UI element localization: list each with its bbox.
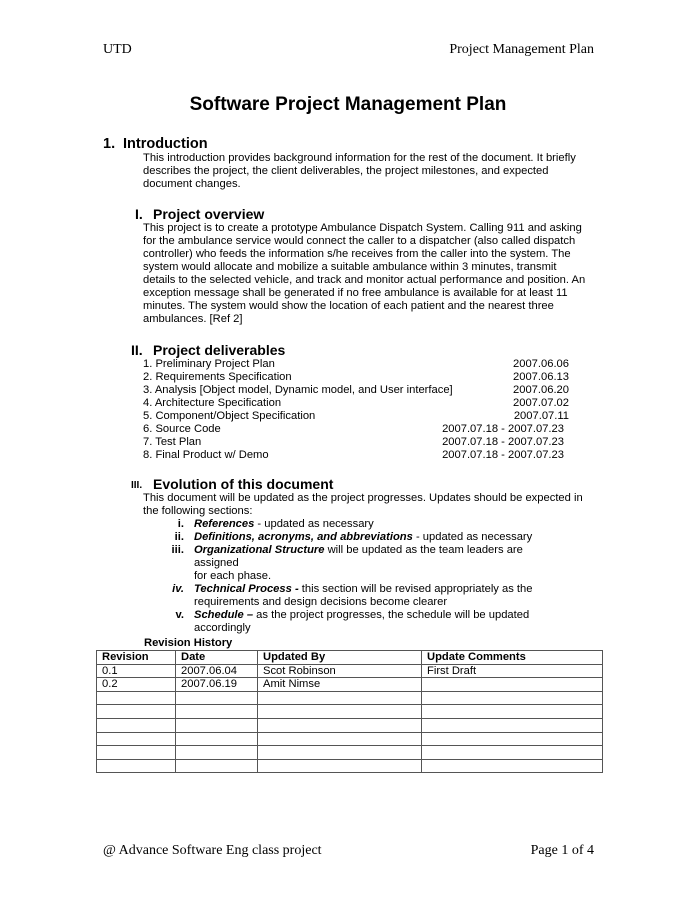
evolution-intro <box>143 492 583 518</box>
evolution-item-text: this section will be revised appropriately as the <box>298 583 533 595</box>
evolution-item-number: ii. <box>174 531 184 543</box>
table-cell <box>258 691 422 705</box>
deliverable-item <box>143 384 569 397</box>
evolution-item <box>150 609 570 635</box>
evolution-numeral: III. <box>131 480 143 491</box>
deliverables-numeral: II. <box>131 342 143 358</box>
deliverable-item <box>143 410 569 423</box>
deliverable-item <box>143 436 564 449</box>
overview-line: details to the selected vehicle, and track and monitor actual performance and position. An <box>143 274 586 286</box>
deliverable-name: 1. Preliminary Project Plan <box>143 358 275 370</box>
deliverables-heading: Project deliverables <box>153 342 286 358</box>
overview-line: This project is to create a prototype Ambulance Dispatch System. Calling 911 and asking <box>143 222 582 234</box>
evolution-heading: Evolution of this document <box>153 476 334 492</box>
table-cell <box>176 759 258 773</box>
evolution-item-number: v. <box>175 609 184 621</box>
table-cell <box>258 759 422 773</box>
table-cell <box>422 746 603 760</box>
evolution-item-number: i. <box>177 518 184 530</box>
table-cell <box>97 705 176 719</box>
table-cell <box>258 732 422 746</box>
deliverable-date: 2007.07.18 - 2007.07.23 <box>442 436 564 448</box>
evolution-item-title: Definitions, acronyms, and abbreviations <box>194 531 413 543</box>
intro-line: This introduction provides background information for the rest of the document. It briefly <box>143 152 576 164</box>
overview-paragraph <box>143 222 585 326</box>
table-header-row <box>97 651 603 665</box>
overview-heading: Project overview <box>153 206 265 222</box>
table-cell <box>422 759 603 773</box>
deliverables-list <box>143 358 569 462</box>
table-header-revision: Revision <box>97 651 176 665</box>
overview-line: exception message shall be generated if no free ambulance is available for at least 11 <box>143 287 568 299</box>
table-row <box>97 759 603 773</box>
table-cell: Amit Nimse <box>258 678 422 692</box>
intro-paragraph <box>143 152 576 191</box>
deliverable-item <box>143 371 569 384</box>
overview-line: for the ambulance service would connect the caller to a dispatcher (also called dispatch <box>143 235 576 247</box>
overview-line: controller) who feeds the information s/he receives from the caller into the system. The <box>143 248 571 260</box>
evolution-item-text: will be updated as the team leaders are assigned <box>193 544 523 569</box>
deliverable-name: 4. Architecture Specification <box>143 397 282 409</box>
table-header-date: Date <box>176 651 258 665</box>
evolution-item <box>150 531 570 544</box>
table-row <box>97 746 603 760</box>
evolution-intro-line: the following sections: <box>143 505 253 517</box>
table-cell <box>176 732 258 746</box>
deliverable-item <box>143 397 569 410</box>
deliverable-name: 2. Requirements Specification <box>143 371 292 383</box>
table-cell <box>97 759 176 773</box>
overview-line: system would allocate and mobilize a suitable ambulance within 3 minutes, transmit <box>143 261 557 273</box>
intro-number: 1. <box>103 136 116 152</box>
revision-history-table <box>96 650 603 773</box>
evolution-item-title: Schedule – <box>194 609 254 621</box>
deliverable-name: 3. Analysis [Object model, Dynamic model, and User interface] <box>143 384 453 396</box>
deliverable-date: 2007.07.11 <box>513 410 569 422</box>
overview-line: minutes. The system would show the location of each patient and the nearest three <box>143 300 554 312</box>
evolution-item-text: - updated as necessary <box>412 531 533 543</box>
evolution-intro-line: This document will be updated as the project progresses. Updates should be expected in <box>143 492 583 504</box>
table-row <box>97 705 603 719</box>
table-header-comments: Update Comments <box>422 651 603 665</box>
footer-left: @ Advance Software Eng class project <box>103 843 322 858</box>
page-number: Page 1 of 4 <box>530 843 594 858</box>
table-cell: 2007.06.19 <box>176 678 258 692</box>
header-right: Project Management Plan <box>449 42 594 57</box>
table-cell: 0.1 <box>97 664 176 678</box>
table-cell <box>176 746 258 760</box>
deliverable-date: 2007.06.06 <box>513 358 569 370</box>
overview-numeral: I. <box>135 206 143 222</box>
table-cell <box>422 691 603 705</box>
evolution-item-title: Technical Process - <box>194 583 299 595</box>
table-row <box>97 718 603 732</box>
deliverable-name: 5. Component/Object Specification <box>143 410 316 422</box>
deliverable-date: 2007.06.20 <box>513 384 569 396</box>
deliverable-name: 6. Source Code <box>143 423 221 435</box>
evolution-list <box>150 518 570 635</box>
header-left: UTD <box>103 42 132 57</box>
table-cell <box>97 718 176 732</box>
table-cell <box>97 691 176 705</box>
evolution-item <box>150 518 570 531</box>
table-cell: 0.2 <box>97 678 176 692</box>
table-row <box>97 691 603 705</box>
table-cell <box>422 732 603 746</box>
intro-heading: Introduction <box>123 136 208 152</box>
table-cell <box>97 732 176 746</box>
table-cell <box>176 691 258 705</box>
table-cell <box>176 705 258 719</box>
table-row <box>97 678 603 692</box>
table-cell <box>422 718 603 732</box>
table-cell <box>422 678 603 692</box>
intro-line: document changes. <box>143 178 241 190</box>
table-cell: Scot Robinson <box>258 664 422 678</box>
evolution-item <box>150 583 570 609</box>
deliverable-date: 2007.06.13 <box>513 371 569 383</box>
evolution-item-continuation: accordingly <box>194 622 251 634</box>
evolution-item <box>150 544 570 583</box>
evolution-item-continuation: for each phase. <box>193 570 272 582</box>
table-cell <box>97 746 176 760</box>
table-cell <box>176 718 258 732</box>
evolution-item-text: as the project progresses, the schedule will be updated <box>253 609 530 621</box>
deliverable-date: 2007.07.02 <box>513 397 569 409</box>
table-row <box>97 664 603 678</box>
table-header-updated-by: Updated By <box>258 651 422 665</box>
table-cell <box>258 746 422 760</box>
table-cell <box>258 718 422 732</box>
evolution-item-number: iii. <box>171 544 184 556</box>
table-cell <box>258 705 422 719</box>
table-cell: 2007.06.04 <box>176 664 258 678</box>
evolution-item-title: References <box>194 518 255 530</box>
evolution-item-text: - updated as necessary <box>254 518 374 530</box>
deliverable-item <box>143 423 564 436</box>
deliverable-name: 8. Final Product w/ Demo <box>143 449 269 461</box>
deliverable-item <box>143 358 569 371</box>
deliverable-date: 2007.07.18 - 2007.07.23 <box>442 423 564 435</box>
revision-history-caption: Revision History <box>144 637 233 649</box>
deliverable-item <box>143 449 564 462</box>
evolution-item-number: iv. <box>172 583 184 595</box>
table-cell: First Draft <box>422 664 603 678</box>
evolution-item-continuation: requirements and design decisions become clearer <box>194 596 448 608</box>
table-row <box>97 732 603 746</box>
overview-line: ambulances. [Ref 2] <box>143 313 243 325</box>
intro-line: describes the project, the client deliverables, the project milestones, and expected <box>143 165 549 177</box>
evolution-item-title: Organizational Structure <box>193 544 325 556</box>
table-cell <box>422 705 603 719</box>
deliverable-date: 2007.07.18 - 2007.07.23 <box>442 449 564 461</box>
document-title: Software Project Management Plan <box>189 94 507 115</box>
deliverable-name: 7. Test Plan <box>143 436 202 448</box>
